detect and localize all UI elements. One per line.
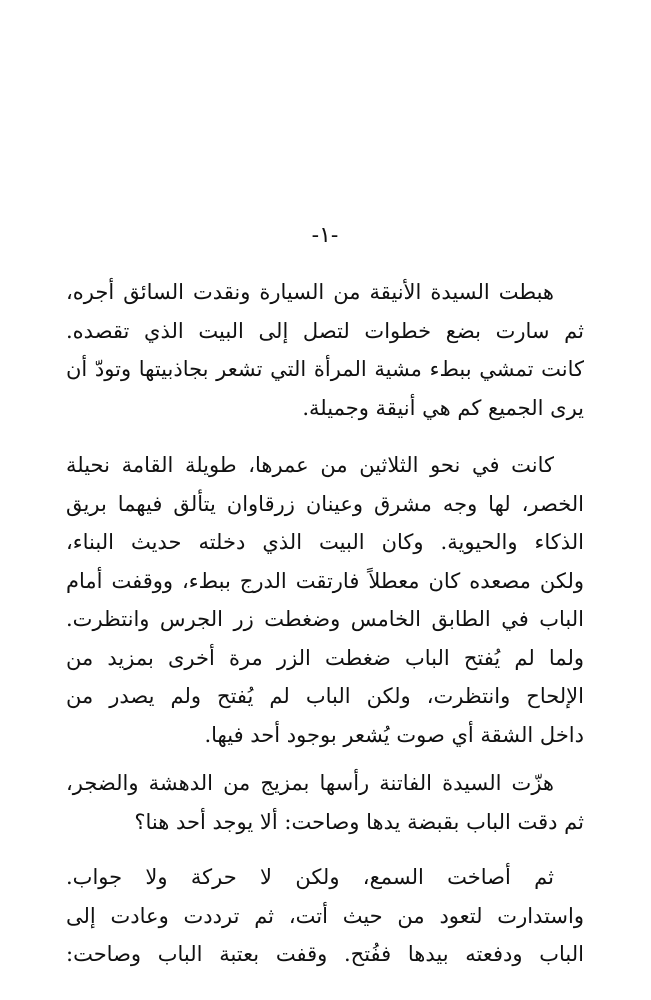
text-line: واستدارت لتعود من حيث أتت، ثم ترددت وعادت إلى [66, 903, 584, 928]
paragraph-3 [66, 764, 584, 841]
paragraph-1 [66, 273, 584, 427]
text-line: الذكاء والحيوية. وكان البيت الذي دخلته حديث البناء، [66, 530, 584, 554]
book-page [66, 0, 584, 1000]
paragraph-2 [66, 446, 584, 754]
text-line: ثم أصاخت السمع، ولكن لا حركة ولا جواب. [66, 865, 554, 889]
text-line: كانت تمشي ببطء مشية المرأة التي تشعر بجاذبيتها وتودّ أن [66, 357, 584, 381]
text-line: هزّت السيدة الفاتنة رأسها بمزيج من الدهشة والضجر، [66, 771, 554, 795]
text-line: الباب ودفعته بيدها ففُتح. وقفت بعتبة الباب وصاحت: [66, 942, 584, 966]
paragraph-4 [66, 858, 584, 974]
text-line: الباب في الطابق الخامس وضغطت زر الجرس وانتظرت. [66, 607, 584, 631]
text-line: ثم دقت الباب بقبضة يدها وصاحت: ألا يوجد أحد هنا؟ [134, 809, 584, 834]
chapter-number: -١- [311, 223, 339, 248]
text-line: الإلحاح وانتظرت، ولكن الباب لم يُفتح ولم يصدر من [66, 684, 584, 708]
text-line: داخل الشقة أي صوت يُشعر بوجود أحد فيها. [204, 722, 584, 747]
text-line: كانت في نحو الثلاثين من عمرها، طويلة القامة نحيلة [66, 453, 554, 477]
text-line: يرى الجميع كم هي أنيقة وجميلة. [302, 395, 584, 420]
text-line: ولما لم يُفتح الباب ضغطت الزر مرة أخرى بمزيد من [66, 645, 584, 670]
text-line: هبطت السيدة الأنيقة من السيارة ونقدت السائق أجره، [66, 280, 554, 304]
text-line: ثم سارت بضع خطوات لتصل إلى البيت الذي تقصده. [66, 318, 584, 343]
text-line: ولكن مصعده كان معطلاً فارتقت الدرج ببطء، ووقفت أمام [66, 568, 584, 593]
text-line: الخصر، لها وجه مشرق وعينان زرقاوان يتألق فيهما بريق [66, 491, 584, 516]
